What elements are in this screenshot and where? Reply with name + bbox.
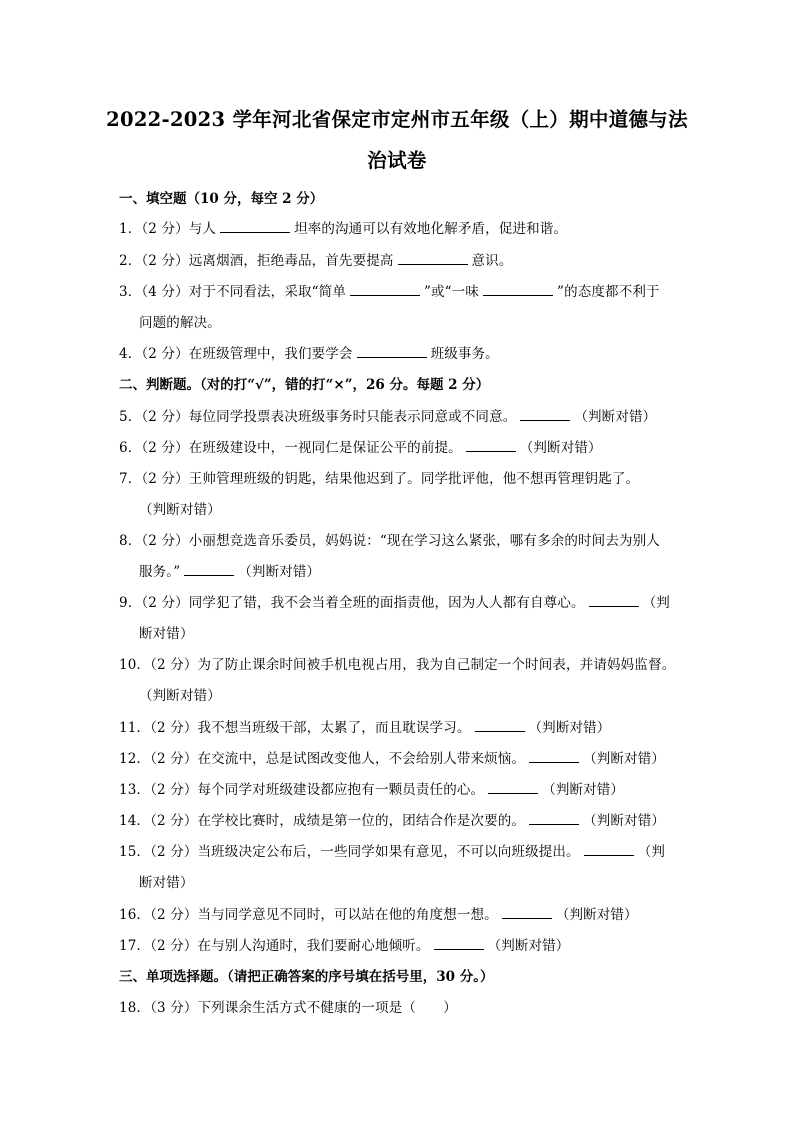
- question-9: 9．（2 分）同学犯了错，我不会当着全班的面指责他，因为人人都有自尊心。 （判: [119, 595, 670, 611]
- question-11: 11．（2 分）我不想当班级干部，太累了，而且耽误学习。 （判断对错）: [119, 720, 611, 736]
- question-8: 8．（2 分）小丽想竞选音乐委员，妈妈说：“现在学习这么紧张，哪有多余的时间去为别人: [119, 533, 660, 549]
- question-7: 7．（2 分）王帅管理班级的钥匙，结果他迟到了。同学批评他，他不想再管理钥匙了。: [119, 471, 640, 487]
- question-16: 16．（2 分）当与同学意见不同时，可以站在他的角度想一想。 （判断对错）: [119, 907, 638, 923]
- exam-title-line-1: 2022-2023 学年河北省保定市定州市五年级（上）期中道德与法: [106, 108, 688, 131]
- section-fill-blank-heading: 一、填空题（10 分，每空 2 分）: [119, 191, 324, 207]
- question-12: 12．（2 分）在交流中，总是试图改变他人，不会给别人带来烦恼。 （判断对错）: [119, 751, 666, 767]
- answer-blank[interactable]: [434, 936, 484, 950]
- question-6: 6．（2 分）在班级建设中，一视同仁是保证公平的前提。 （判断对错）: [119, 440, 602, 456]
- section-single-choice-heading: 三、单项选择题。（请把正确答案的序号填在括号里，30 分。）: [119, 969, 494, 985]
- question-8-continuation: 服务。” （判断对错）: [139, 564, 321, 580]
- question-17: 17．（2 分）在与别人沟通时，我们要耐心地倾听。 （判断对错）: [119, 938, 570, 954]
- answer-blank[interactable]: [488, 780, 538, 794]
- answer-blank[interactable]: [520, 407, 570, 421]
- answer-blank[interactable]: [502, 905, 552, 919]
- question-4: 4．（2 分）在班级管理中，我们要学会 班级事务。: [119, 346, 499, 362]
- answer-blank[interactable]: [529, 749, 579, 763]
- answer-blank[interactable]: [584, 842, 634, 856]
- question-10-continuation: （判断对错）: [139, 688, 221, 704]
- question-10: 10．（2 分）为了防止课余时间被手机电视占用，我为自己制定一个时间表，并请妈妈监督。: [119, 657, 676, 673]
- section-judgement-heading: 二、判断题。（对的打“√”，错的打“×”，26 分。每题 2 分）: [119, 377, 490, 393]
- question-5: 5．（2 分）每位同学投票表决班级事务时只能表示同意或不同意。 （判断对错）: [119, 409, 657, 425]
- question-13: 13．（2 分）每个同学对班级建设都应抱有一颗员责任的心。 （判断对错）: [119, 782, 625, 798]
- answer-blank[interactable]: [350, 282, 420, 296]
- answer-blank[interactable]: [220, 219, 290, 233]
- question-15-continuation: 断对错）: [139, 875, 194, 891]
- answer-blank[interactable]: [529, 811, 579, 825]
- answer-blank[interactable]: [475, 718, 525, 732]
- answer-blank[interactable]: [357, 344, 427, 358]
- question-7-continuation: （判断对错）: [139, 502, 221, 518]
- question-18: 18．（3 分）下列课余生活方式不健康的一项是（ ）: [119, 1000, 457, 1016]
- question-2: 2．（2 分）远离烟酒，拒绝毒品，首先要提高 意识。: [119, 253, 513, 269]
- exam-title-line-2: 治试卷: [367, 149, 427, 172]
- answer-blank[interactable]: [184, 562, 234, 576]
- answer-blank[interactable]: [466, 438, 516, 452]
- answer-blank[interactable]: [483, 282, 553, 296]
- question-9-continuation: 断对错）: [139, 626, 194, 642]
- question-15: 15．（2 分）当班级决定公布后，一些同学如果有意见，不可以向班级提出。 （判: [119, 844, 666, 860]
- question-3: 3．（4 分）对于不同看法，采取“简单 ”或“一味 ”的态度都不利于: [119, 284, 660, 300]
- answer-blank[interactable]: [398, 251, 468, 265]
- question-3-continuation: 问题的解决。: [139, 315, 221, 331]
- question-14: 14．（2 分）在学校比赛时，成绩是第一位的，团结合作是次要的。 （判断对错）: [119, 813, 666, 829]
- question-1: 1．（2 分）与人 坦率的沟通可以有效地化解矛盾，促进和谐。: [119, 221, 568, 237]
- answer-blank[interactable]: [589, 593, 639, 607]
